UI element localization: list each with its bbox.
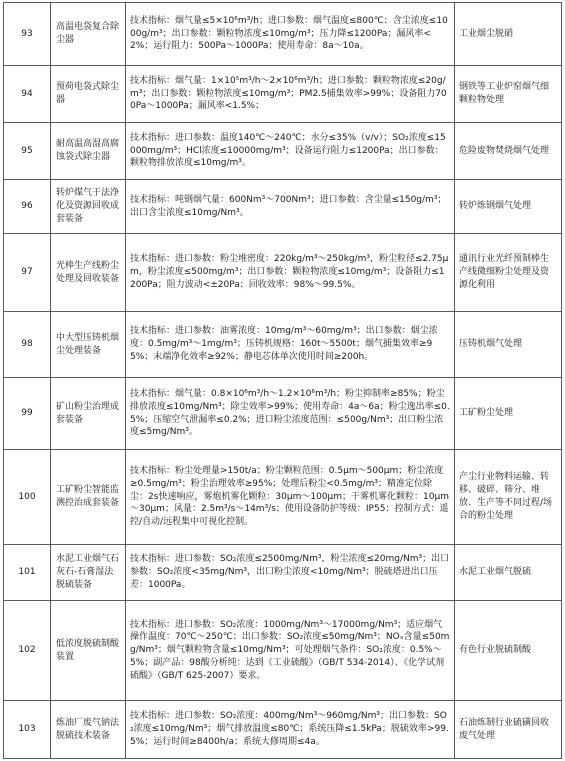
table-row: [4, 701, 562, 759]
table-row: [4, 123, 562, 180]
equipment-name: 水泥工业烟气石灰石-石膏湿法脱硫装备: [51, 545, 126, 601]
application-field: 危险废物焚烧烟气处理: [455, 123, 562, 180]
equipment-name: 预荷电袋式除尘器: [51, 66, 126, 123]
application-field: 工业烟尘脱硝: [455, 3, 562, 66]
equipment-name: 炼油厂废气钠法脱硫技术装备: [51, 701, 126, 759]
technical-specs: 技术指标：进口参数：SO₂浓度≤2500mg/Nm³，粉尘浓度≤20mg/Nm³；出口参数：SO₂浓度<35mg/Nm³，出口粉尘浓度<10mg/Nm³；脱硫塔进出口压差：1000Pa。: [126, 545, 455, 601]
equipment-table-body: [4, 3, 562, 759]
technical-specs: 技术指标：进口参数：油雾浓度：10mg/m³～60mg/m³；出口参数：烟尘浓度：0.5mg/m³～1mg/m³；压铸机规格：160t～5500t；烟气捕集效率≥95%；末端净化效率≥92%；静电芯体单次使用时间≥200h。: [126, 312, 455, 378]
row-number: 93: [4, 3, 51, 66]
table-row: [4, 378, 562, 450]
row-number: 94: [4, 66, 51, 123]
application-field: 水泥工业烟气脱硫: [455, 545, 562, 601]
row-number: 96: [4, 180, 51, 234]
technical-specs: 技术指标：吨钢烟气量：600Nm³～700Nm³；进口参数：含尘量≤150g/m³；出口含尘浓度≤10mg/Nm³。: [126, 180, 455, 234]
equipment-name: 光棒生产线粉尘处理及回收装备: [51, 234, 126, 312]
equipment-name: 工矿粉尘智能监测控治成套装备: [51, 450, 126, 545]
equipment-name: 中大型压铸机烟尘处理装备: [51, 312, 126, 378]
table-row: [4, 450, 562, 545]
application-field: 通讯行业光纤预制棒生产线微细粉尘处理及资源化利用: [455, 234, 562, 312]
application-field: 产尘行业物料运输、转移、破碎、筛分、堆放、生产等不同过程/场合的粉尘处理: [455, 450, 562, 545]
row-number: 103: [4, 701, 51, 759]
equipment-name: 转炉煤气干法净化及资源回收成套装备: [51, 180, 126, 234]
technical-specs: 技术指标：烟气量：1×10⁵m³/h～2×10⁶m³/h；进口参数：颗粒物浓度≤20g/m³；出口参数：颗粒物浓度≤10mg/m³；PM2.5捕集效率>99%；设备阻力700Pa～1000Pa；漏风率<1.5%；: [126, 66, 455, 123]
application-field: 钢铁等工业炉窑烟气细颗粒物处理: [455, 66, 562, 123]
row-number: 99: [4, 378, 51, 450]
equipment-name: 低浓度脱硫制酸装置: [51, 601, 126, 701]
equipment-table: [3, 2, 562, 759]
table-row: [4, 180, 562, 234]
row-number: 100: [4, 450, 51, 545]
equipment-name: 高温电袋复合除尘器: [51, 3, 126, 66]
row-number: 102: [4, 601, 51, 701]
row-number: 101: [4, 545, 51, 601]
application-field: 石油炼制行业硫磺回收废气处理: [455, 701, 562, 759]
table-row: [4, 545, 562, 601]
application-field: 工矿粉尘处理: [455, 378, 562, 450]
equipment-name: 矿山粉尘治理成套装备: [51, 378, 126, 450]
application-field: 有色行业脱硫制酸: [455, 601, 562, 701]
table-row: [4, 601, 562, 701]
technical-specs: 技术指标：烟气量：0.8×10⁶m³/h～1.2×10⁶m³/h；粉尘抑制率≥85%；粉尘排放浓度≤10mg/Nm³；除尘效率>99%；使用寿命：4a～6a；粉尘逸出率≤0.5%；压缩空气泄漏率≤0.2%；进口粉尘浓度范围：≤500g/Nm³；出口粉尘浓度≤5mg/Nm³。: [126, 378, 455, 450]
application-field: 转炉炼钢烟气处理: [455, 180, 562, 234]
table-row: [4, 66, 562, 123]
technical-specs: 技术指标：进口参数：SO₂浓度：400mg/Nm³～960mg/Nm³；出口参数：SO₂浓度≤10mg/Nm³；烟气排放温度≤80℃；系统压降≤1.5kPa；脱硫效率>99.5%；运行时间≥8400h/a；系统大修周期≤4a。: [126, 701, 455, 759]
row-number: 97: [4, 234, 51, 312]
table-row: [4, 312, 562, 378]
row-number: 95: [4, 123, 51, 180]
technical-specs: 技术指标：进口参数：温度140℃～240℃；水分≤35%（v/v）；SO₂浓度≤15000mg/m³；HCl浓度≤10000mg/m³；设备运行阻力≤1200Pa；出口参数：颗粒物排放浓度≤10mg/m³。: [126, 123, 455, 180]
technical-specs: 技术指标：进口参数：SO₂浓度：1000mg/Nm³～17000mg/Nm³；适应烟气操作温度：70℃～250℃；出口参数：SO₂浓度≤50mg/Nm³；NOₓ含量≤50mg/Nm³；烟气颗粒物含量≤10mg/Nm³；可处理烟气条件：SO₂浓度：0.5%～5%；副产品：98酸分析纯：达到《工业硫酸》（GB/T 534-2014）、《化学试剂硫酸》（GB/T 625-2007）要求。: [126, 601, 455, 701]
equipment-name: 耐高温高湿高腐蚀袋式除尘器: [51, 123, 126, 180]
table-row: [4, 234, 562, 312]
application-field: 压铸机烟气处理: [455, 312, 562, 378]
row-number: 98: [4, 312, 51, 378]
technical-specs: 技术指标：烟气量≤5×10⁶m³/h；进口参数：烟气温度≤800℃；含尘浓度≤1000g/m³；出口参数：颗粒物浓度≤10mg/m³；压力降≤1200Pa；漏风率<2%；运行阻力：500Pa～1000Pa；使用寿命：8a～10a。: [126, 3, 455, 66]
table-row: [4, 3, 562, 66]
technical-specs: 技术指标：粉尘处理量>150t/a；粉尘颗粒范围：0.5μm～500μm；粉尘浓度≥0.5mg/m³；粉尘治理效率≥95%；处理后粉尘<0.5mg/m³；精准定位除尘：2s快速响应，雾炮机雾化颗粒：30μm～100μm；干雾机雾化颗粒：10μm～30μm；风量：2.5m³/s～14m³/s；使用设备防护等级：IP55；控制方式：遥控/自动/远程集中可视化控制。: [126, 450, 455, 545]
technical-specs: 技术指标：进口参数：粉尘堆密度：220kg/m³～250kg/m³，粉尘粒径≤2.75μm，粉尘浓度≤500mg/m³；出口参数：颗粒物浓度≤10mg/m³；设备阻力≤1200Pa；阻力波动<±20Pa；回收效率：98%～99.5%。: [126, 234, 455, 312]
